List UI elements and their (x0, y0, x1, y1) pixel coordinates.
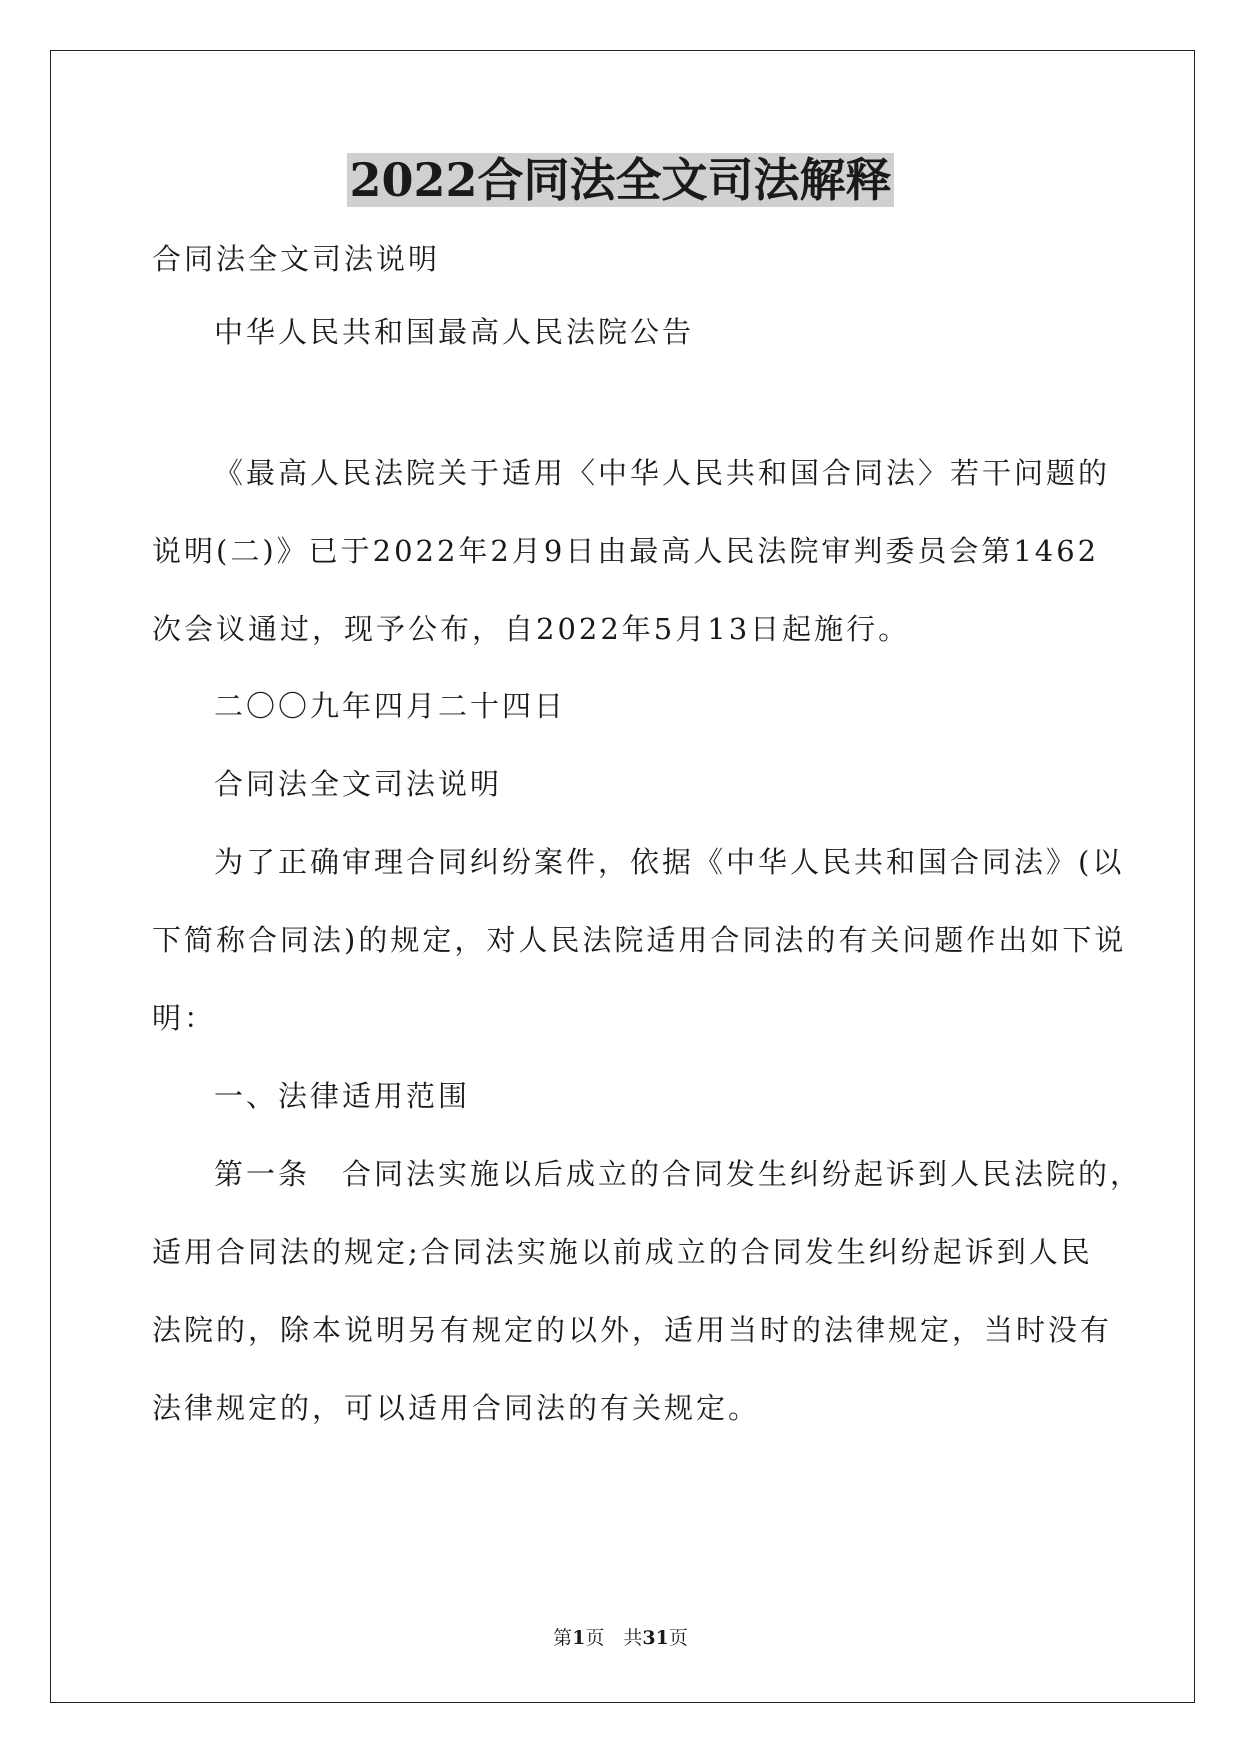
footer-mid: 页 共 (585, 1627, 643, 1649)
paragraph-subtitle: 合同法全文司法说明 (152, 242, 441, 276)
footer-suffix: 页 (668, 1627, 688, 1649)
paragraph-heading: 合同法全文司法说明 (214, 767, 503, 801)
article-line: 法院的，除本说明另有规定的以外，适用当时的法律规定，当时没有 (152, 1313, 1113, 1347)
document-title (0, 148, 1241, 212)
footer-prefix: 第 (553, 1627, 573, 1649)
page-footer (0, 1624, 1241, 1652)
paragraph-line: 《最高人民法院关于适用〈中华人民共和国合同法〉若干问题的 (214, 456, 1111, 490)
article-line: 法律规定的，可以适用合同法的有关规定。 (152, 1391, 761, 1425)
paragraph-line: 明： (152, 1001, 217, 1035)
paragraph-date: 二〇〇九年四月二十四日 (214, 689, 567, 723)
section-heading: 一、法律适用范围 (214, 1079, 471, 1113)
paragraph-line: 下简称合同法)的规定，对人民法院适用合同法的有关问题作出如下说 (152, 923, 1127, 957)
paragraph-line: 为了正确审理合同纠纷案件，依据《中华人民共和国合同法》(以 (214, 845, 1125, 879)
article-line: 第一条 合同法实施以后成立的合同发生纠纷起诉到人民法院的， (214, 1157, 1143, 1191)
paragraph-line: 次会议通过，现予公布，自2022年5月13日起施行。 (152, 612, 911, 646)
paragraph-line: 说明(二)》已于2022年2月9日由最高人民法院审判委员会第1462 (152, 534, 1100, 568)
document-title-text: 2022合同法全文司法解释 (349, 153, 892, 207)
paragraph-announcement: 中华人民共和国最高人民法院公告 (214, 315, 695, 349)
footer-page-total: 31 (642, 1627, 669, 1649)
article-line: 适用合同法的规定;合同法实施以前成立的合同发生纠纷起诉到人民 (152, 1235, 1093, 1269)
footer-page-current: 1 (572, 1627, 586, 1649)
